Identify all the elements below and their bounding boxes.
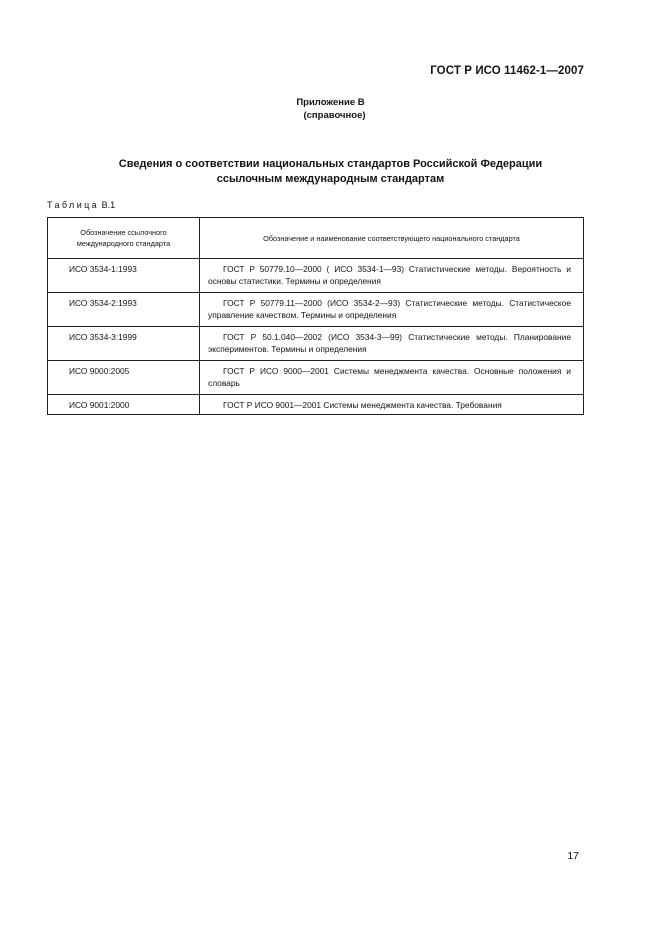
section-heading-line2: ссылочным международным стандартам [216,173,445,185]
standards-correspondence-table [47,217,584,415]
cell-national-standard: ГОСТ Р ИСО 9001—2001 Системы менеджмента качества. Требования [200,395,584,415]
table-header-row [48,218,584,259]
cell-national-standard: ГОСТ Р 50779.10—2000 ( ИСО 3534-1—93) Статистические методы. Вероятность и основы статистики. Термины и определения [200,259,584,293]
appendix-title: Приложение В [296,97,365,108]
document-designation: ГОСТ Р ИСО 11462-1—2007 [430,65,584,77]
table-row [48,327,584,361]
column-header-international: Обозначение ссылочного международного стандарта [48,218,200,259]
cell-national-standard: ГОСТ Р ИСО 9000—2001 Системы менеджмента качества. Основные положения и словарь [200,361,584,395]
table-caption [47,200,115,210]
column-header-national: Обозначение и наименование соответствующего национального стандарта [200,218,584,259]
cell-international-standard: ИСО 3534-1:1993 [48,259,200,293]
appendix-subtitle: (справочное) [303,110,366,121]
table-caption-number: В.1 [101,200,116,210]
cell-national-standard: ГОСТ Р 50.1.040—2002 (ИСО 3534-3—99) Статистические методы. Планирование экспериментов. Термины и определения [200,327,584,361]
table-caption-word: Таблица [47,200,100,210]
section-heading [20,157,641,187]
cell-international-standard: ИСО 9001:2000 [48,395,200,415]
section-heading-line1: Сведения о соответствии национальных стандартов Российской Федерации [118,158,543,170]
page-number: 17 [567,850,579,862]
table-row [48,395,584,415]
cell-international-standard: ИСО 3534-2:1993 [48,293,200,327]
table-row [48,361,584,395]
appendix-block [0,96,661,122]
cell-national-standard: ГОСТ Р 50779.11—2000 (ИСО 3534-2—93) Статистические методы. Статистическое управление качеством. Термины и определения [200,293,584,327]
cell-international-standard: ИСО 9000:2005 [48,361,200,395]
cell-international-standard: ИСО 3534-3:1999 [48,327,200,361]
table-row [48,259,584,293]
table-row [48,293,584,327]
